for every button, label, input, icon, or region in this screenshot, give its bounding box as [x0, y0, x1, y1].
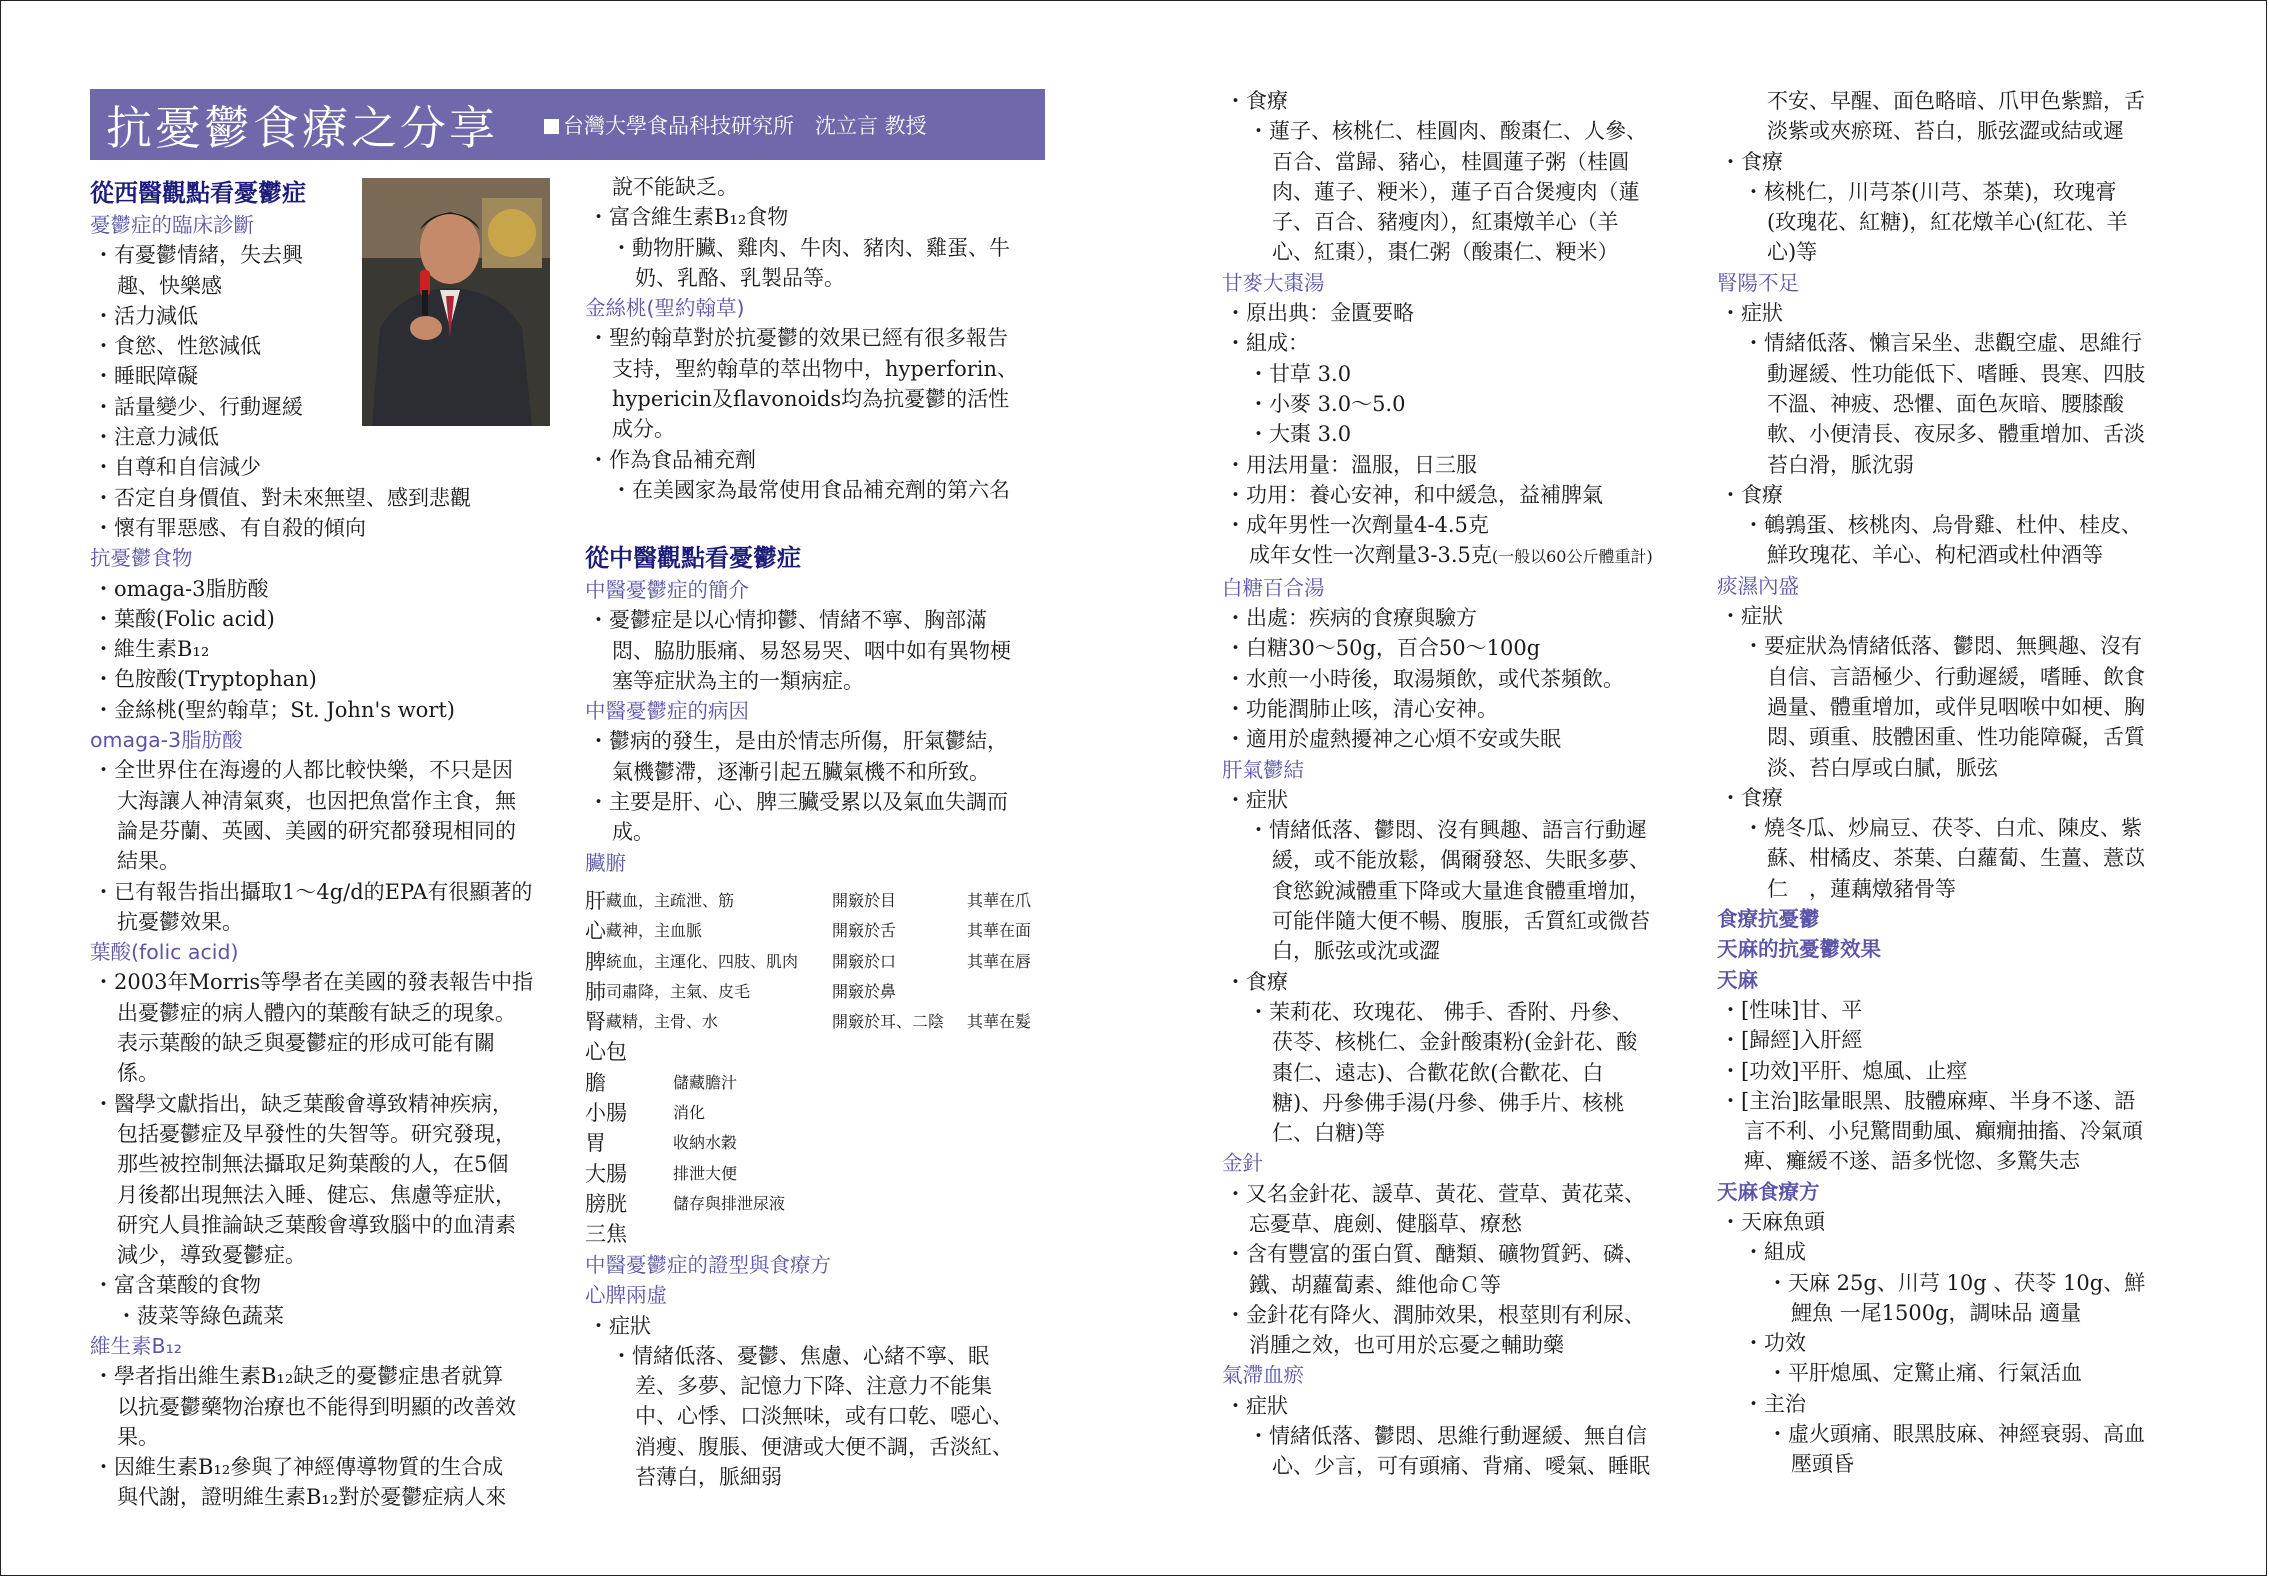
- section-heading: 氣滯血瘀: [1222, 1363, 1304, 1388]
- text-line: 消瘦、腹脹、便溏或大便不調，舌淡紅、: [635, 1434, 1013, 1459]
- text-line: 趣、快樂感: [117, 273, 222, 298]
- text-line: ・食療: [1225, 89, 1288, 113]
- bowel-row: [585, 1068, 1031, 1098]
- text-line: ・情緒低落、懶言呆坐、悲觀空虛、思維行: [1743, 331, 2142, 356]
- section-heading: 從西醫觀點看憂鬱症: [90, 179, 306, 207]
- organ-row: [585, 947, 1031, 977]
- section-heading: 從中醫觀點看憂鬱症: [585, 544, 801, 572]
- text-line: 百合、當歸、豬心，桂圓蓮子粥（桂圓: [1272, 149, 1629, 174]
- text-line: ・又名金針花、諼草、黃花、萱草、黃花菜、: [1225, 1181, 1645, 1206]
- text-line: ・懷有罪惡感、有自殺的傾向: [93, 515, 366, 540]
- text-line: ・動物肝臟、雞肉、牛肉、豬肉、雞蛋、牛: [611, 235, 1010, 260]
- text-line: 鮮玫瑰花、羊心、枸杞酒或杜仲酒等: [1767, 543, 2103, 568]
- text-line: 說不能缺乏。: [612, 175, 738, 199]
- text-line: 中、心悸、口淡無味，或有口乾、噁心、: [635, 1404, 1013, 1429]
- text-line: 減少，導致憂鬱症。: [117, 1243, 306, 1268]
- bowel-function: 收納水穀: [673, 1133, 738, 1153]
- organ-function: [627, 1037, 832, 1067]
- organ-row: [585, 886, 1031, 916]
- text-line: ・成年男性一次劑量4-4.5克: [1225, 513, 1489, 538]
- text-line: ・注意力減低: [93, 425, 219, 450]
- text-line: 消腫之效，也可用於忘憂之輔助藥: [1249, 1333, 1564, 1358]
- text-line: 氣機鬱滯，逐漸引起五臟氣機不和所致。: [612, 759, 990, 784]
- text-line: ・[歸經]入肝經: [1720, 1028, 1863, 1053]
- organ-opening: 開竅於舌: [832, 921, 897, 941]
- text-line: 出憂鬱症的病人體內的葉酸有缺乏的現象。: [117, 1000, 516, 1025]
- text-line: 鐵、胡蘿蔔素、維他命Ｃ等: [1249, 1272, 1501, 1297]
- text-line: ・適用於虛熱擾神之心煩不安或失眠: [1225, 727, 1561, 752]
- text-line: 糖)、丹參佛手湯(丹參、佛手片、核桃: [1272, 1090, 1625, 1115]
- text-line: ・虛火頭痛、眼黑肢麻、神經衰弱、高血: [1767, 1422, 2145, 1447]
- text-line: 蘇、柑橘皮、茶葉、白蘿蔔、生薑、薏苡: [1767, 846, 2145, 871]
- text-line: 果。: [117, 1424, 159, 1449]
- text-line: 與代謝，證明維生素B₁₂對於憂鬱症病人來: [117, 1485, 507, 1510]
- text-line: ・鬱病的發生，是由於情志所傷，肝氣鬱結，: [588, 729, 1008, 754]
- text-line: 論是芬蘭、英國、美國的研究都發現相同的: [117, 818, 516, 843]
- bowel-name: 小腸: [585, 1101, 627, 1126]
- text-line: ・omaga-3脂肪酸: [93, 576, 269, 601]
- text-line: 係。: [117, 1061, 159, 1086]
- text-line: ・否定自身價值、對未來無望、感到悲觀: [93, 485, 471, 510]
- text-line: 仁 ，蓮藕燉豬骨等: [1767, 876, 1956, 901]
- text-line: 軟、小便清長、夜尿多、體重增加、舌淡: [1767, 422, 2145, 447]
- text-line: ・鵪鶉蛋、核桃肉、烏骨雞、杜仲、桂皮、: [1743, 513, 2142, 538]
- text-line: 心、紅棗），棗仁粥（酸棗仁、粳米）: [1272, 240, 1619, 265]
- section-heading: 憂鬱症的臨床診斷: [90, 213, 254, 237]
- organ-name: 心: [585, 919, 606, 944]
- text-line: ・甘草 3.0: [1248, 361, 1352, 386]
- organ-name: 心包: [585, 1040, 627, 1065]
- organ-opening: 開竅於耳、二陰: [832, 1012, 945, 1032]
- section-heading: 臟腑: [585, 850, 626, 875]
- organ-name: 肝: [585, 889, 606, 913]
- text-line: 緩，或不能放鬆，偶爾發怒、失眠多夢、: [1272, 848, 1650, 873]
- text-line: 以抗憂鬱藥物治療也不能得到明顯的改善效: [117, 1394, 516, 1419]
- text-line: ・大棗 3.0: [1248, 422, 1352, 447]
- text-line: 自信、言語極少、行動遲緩，嗜睡、飲食: [1767, 664, 2145, 689]
- text-line: ・功能潤肺止咳，清心安神。: [1225, 696, 1498, 721]
- title-banner: [90, 89, 1045, 160]
- organ-opening: [832, 1037, 967, 1067]
- text-line: ・[主治]眩暈眼黑、肢體麻痺、半身不遂、語: [1720, 1088, 2136, 1113]
- text-line: 支持，聖約翰草的萃出物中，hyperforin、: [612, 356, 1018, 381]
- text-line: ・[功效]平肝、熄風、止痙: [1720, 1058, 1968, 1083]
- text-line: ・金針花有降火、潤肺效果，根莖則有利尿、: [1225, 1302, 1645, 1327]
- text-line: ・組成：: [1225, 331, 1309, 356]
- text-line: 大海讓人神清氣爽，也因把魚當作主食，無: [117, 788, 516, 813]
- section-heading: 白糖百合湯: [1222, 575, 1325, 600]
- section-heading: 中醫憂鬱症的簡介: [585, 578, 749, 602]
- text-line: ・維生素B₁₂: [93, 637, 210, 662]
- text-line: ・話量變少、行動遲緩: [93, 394, 303, 419]
- text-line: 表示葉酸的缺乏與憂鬱症的形成可能有關: [117, 1031, 495, 1056]
- bowel-row: [585, 1098, 1031, 1128]
- text-line: 悶、頭重、肢體困重、性功能障礙，舌質: [1767, 725, 2145, 750]
- bowel-name: 膽: [585, 1070, 606, 1095]
- text-line: ・菠菜等綠色蔬菜: [116, 1303, 284, 1328]
- section-heading: 心脾兩虛: [585, 1283, 667, 1308]
- text-line: 成。: [612, 820, 654, 845]
- text-line: ・已有報告指出攝取1～4g/d的EPA有很顯著的: [93, 879, 533, 904]
- organ-opening: 開竅於鼻: [832, 981, 897, 1001]
- section-heading: 天麻: [1717, 967, 1758, 992]
- bowel-name: 胃: [585, 1131, 606, 1156]
- text-line: 肉、蓮子、粳米），蓮子百合煲瘦肉（蓮: [1272, 179, 1640, 204]
- organ-function: 司肅降，主氣、皮毛: [606, 981, 751, 1001]
- text-line: 壓頭昏: [1791, 1452, 1854, 1477]
- organ-name: 腎: [585, 1010, 606, 1035]
- text-line: 成分。: [612, 417, 675, 442]
- text-line: ・出處：疾病的食療與驗方: [1225, 606, 1477, 631]
- text-line: 忘憂草、鹿劍、健腦草、療愁: [1249, 1211, 1522, 1236]
- text-line: 心)等: [1767, 240, 1818, 265]
- bowel-function: 排泄大便: [673, 1163, 738, 1183]
- text-line: ・憂鬱症是以心情抑鬱、情緒不寧、胸部滿: [588, 608, 987, 633]
- text-line: ・醫學文獻指出，缺乏葉酸會導致精神疾病，: [93, 1091, 513, 1116]
- text-line: 不安、早醒、面色略暗、爪甲色紫黯，舌: [1767, 89, 2145, 113]
- text-line: 塞等症狀為主的一類病症。: [612, 668, 864, 693]
- section-heading: 維生素B₁₂: [90, 1333, 182, 1358]
- text-line: ・富含維生素B₁₂食物: [588, 205, 789, 230]
- text-line: 過量、體重增加，或伴見咽喉中如梗、胸: [1767, 694, 2145, 719]
- organ-manifestation: 其華在唇: [967, 951, 1032, 971]
- section-heading: 痰濕內盛: [1717, 573, 1799, 598]
- text-line: ・全世界住在海邊的人都比較快樂，不只是因: [93, 758, 513, 783]
- text-line: 痺、癱緩不遂、語多恍惚、多驚失志: [1744, 1149, 2080, 1174]
- text-line: ・食療: [1720, 482, 1783, 507]
- text-line: ・情緒低落、鬱悶、沒有興趣、語言行動遲: [1248, 818, 1647, 843]
- text-line: 苔薄白，脈細弱: [635, 1465, 782, 1490]
- text-line: ・聖約翰草對於抗憂鬱的效果已經有很多報告: [588, 326, 1008, 351]
- text-line: 研究人員推論缺乏葉酸會導致腦中的血清素: [117, 1212, 516, 1237]
- text-line: 抗憂鬱效果。: [117, 909, 243, 934]
- text-line: 白，脈弦或沈或澀: [1272, 939, 1440, 964]
- bowel-name: 膀胱: [585, 1191, 627, 1216]
- text-line: hypericin及flavonoids均為抗憂鬱的活性: [612, 387, 1010, 412]
- text-line: 包括憂鬱症及早發性的失智等。研究發現，: [117, 1121, 516, 1146]
- text-line: 仁、白糖)等: [1272, 1121, 1386, 1146]
- text-line: ・色胺酸(Tryptophan): [93, 667, 317, 692]
- organ-opening: 開竅於目: [832, 891, 897, 910]
- text-line: ・富含葉酸的食物: [93, 1273, 261, 1298]
- text-line: ・金絲桃(聖約翰草；St. John's wort): [93, 697, 455, 722]
- author-line: [544, 110, 927, 140]
- bowel-function: 儲藏膽汁: [673, 1072, 738, 1092]
- column-3: [1222, 86, 1653, 1482]
- text-line: ・葉酸(Folic acid): [93, 606, 275, 631]
- bowel-row: [585, 1128, 1031, 1158]
- column-1: [90, 176, 533, 1513]
- text-line: ・症狀: [588, 1313, 651, 1338]
- text-line: 那些被控制無法攝取足夠葉酸的人，在5個: [117, 1152, 509, 1177]
- author-name: 台灣大學食品科技研究所 沈立言 教授: [563, 113, 927, 138]
- text-line: ・作為食品補充劑: [588, 447, 756, 472]
- text-line: ・在美國家為最常使用食品補充劑的第六名: [611, 477, 1010, 502]
- section-heading: 中醫憂鬱症的證型與食療方: [585, 1253, 831, 1277]
- text-line: ・水煎一小時後，取湯頻飲，或代茶頻飲。: [1225, 666, 1624, 691]
- text-line: 奶、乳酪、乳製品等。: [635, 265, 845, 290]
- bowel-name: 三焦: [585, 1222, 627, 1247]
- organ-function: 統血，主運化、四肢、肌肉: [606, 951, 799, 971]
- organ-opening: 開竅於口: [832, 951, 897, 971]
- text-line: 言不利、小兒驚間動風、癲癇抽搐、冷氣頑: [1744, 1119, 2143, 1144]
- text-line: ・要症狀為情緒低落、鬱悶、無興趣、沒有: [1743, 634, 2142, 659]
- text-line: 棗仁、遠志)、合歡花飲(合歡花、白: [1272, 1060, 1604, 1085]
- section-heading: omaga-3脂肪酸: [90, 728, 243, 753]
- text-line: ・含有豐富的蛋白質、醣類、礦物質鈣、磷、: [1225, 1242, 1645, 1267]
- column-2-tcm: [585, 541, 1011, 878]
- text-line: 淡紫或夾瘀斑、苔白，脈弦澀或結或遲: [1767, 119, 2124, 144]
- text-line: ・食療: [1720, 149, 1783, 174]
- column-2-bottom: [585, 1250, 1013, 1492]
- text-line: (玫瑰花、紅糖)，紅花燉羊心(紅花、羊: [1767, 210, 2128, 235]
- text-line: 苔白滑，脈沈弱: [1767, 452, 1914, 477]
- text-line: ・情緒低落、憂鬱、焦慮、心緒不寧、眠: [611, 1343, 989, 1368]
- text-line: 茯苓、核桃仁、金針酸棗粉(金針花、酸: [1272, 1030, 1638, 1055]
- section-heading: 中醫憂鬱症的病因: [585, 699, 749, 724]
- text-line: 食慾銳減體重下降或大量進食體重增加，: [1272, 878, 1650, 903]
- text-line: 淡、苔白厚或白膩，脈弦: [1767, 755, 1998, 780]
- organ-name: 脾: [585, 949, 606, 974]
- organ-function: 藏神，主血脈: [606, 921, 703, 941]
- text-line: 悶、脇肋脹痛、易怒易哭、咽中如有異物梗: [612, 638, 1011, 663]
- text-line: 成年女性一次劑量3-3.5克(一般以60公斤體重計): [1249, 543, 1653, 568]
- bowel-name: 大腸: [585, 1161, 627, 1186]
- section-heading: 抗憂鬱食物: [90, 546, 193, 571]
- section-heading: 天麻的抗憂鬱效果: [1717, 937, 1881, 962]
- text-line: ・功效: [1743, 1331, 1806, 1356]
- text-line: ・食療: [1720, 785, 1783, 810]
- page-title: 抗憂鬱食療之分享: [106, 100, 498, 155]
- text-line: ・組成: [1743, 1240, 1806, 1265]
- organ-row: [585, 1007, 1031, 1037]
- text-line: ・天麻魚頭: [1720, 1209, 1825, 1234]
- column-4: [1717, 86, 2145, 1480]
- text-line: ・茉莉花、玫瑰花、 佛手、香附、丹參、: [1248, 999, 1633, 1024]
- column-2-top: [585, 172, 1018, 505]
- bowel-function: 儲存與排泄尿液: [673, 1193, 786, 1213]
- text-line: ・小麥 3.0～5.0: [1248, 391, 1406, 416]
- text-line: 不溫、神疲、恐懼、面色灰暗、腰膝酸: [1767, 391, 2124, 416]
- section-heading: 天麻食療方: [1717, 1179, 1820, 1204]
- text-line: ・情緒低落、鬱悶、思維行動遲緩、無自信: [1248, 1424, 1647, 1449]
- text-line: 可能伴隨大便不暢、腹脹，舌質紅或微苔: [1272, 909, 1650, 934]
- organ-function: 藏精，主骨、水: [606, 1012, 719, 1032]
- text-line: ・症狀: [1225, 1393, 1288, 1418]
- text-line: ・症狀: [1225, 787, 1288, 812]
- text-line: ・因維生素B₁₂參與了神經傳導物質的生合成: [93, 1455, 504, 1480]
- text-line: 子、百合、豬瘦肉），紅棗燉羊心（羊: [1272, 210, 1619, 235]
- organ-manifestation: 其華在面: [967, 921, 1032, 941]
- bowel-row: [585, 1189, 1031, 1219]
- text-line: ・症狀: [1720, 301, 1783, 326]
- organ-name: 肺: [585, 979, 606, 1004]
- text-line: ・2003年Morris等學者在美國的發表報告中指: [93, 970, 534, 995]
- text-line: ・白糖30～50g，百合50～100g: [1225, 636, 1541, 661]
- text-line: ・核桃仁，川芎茶(川芎、茶葉)，玫瑰膏: [1743, 179, 2117, 204]
- text-line: 心、少言，可有頭痛、背痛、噯氣、睡眠: [1272, 1454, 1650, 1479]
- organ-manifestation: 其華在髮: [967, 1012, 1032, 1032]
- section-heading: 金針: [1222, 1151, 1263, 1176]
- text-line: ・食慾、性慾減低: [93, 334, 261, 359]
- square-bullet-icon: [544, 119, 559, 134]
- organ-manifestation: 其華在爪: [967, 891, 1032, 910]
- text-line: ・天麻 25g、川芎 10g 、茯苓 10g、鮮: [1767, 1270, 2146, 1295]
- text-line: ・有憂鬱情緒，失去興: [93, 243, 303, 268]
- section-heading: 肝氣鬱結: [1222, 757, 1304, 782]
- text-line: ・自尊和自信減少: [93, 455, 261, 480]
- section-heading: 腎陽不足: [1717, 270, 1799, 295]
- bowel-row: [585, 1159, 1031, 1189]
- bowel-function: 消化: [673, 1103, 706, 1123]
- text-line: 動遲緩、性功能低下、嗜睡、畏寒、四肢: [1767, 361, 2145, 386]
- text-line: ・用法用量：溫服，日三服: [1225, 452, 1477, 477]
- section-heading: 食療抗憂鬱: [1717, 907, 1820, 932]
- text-line: ・睡眠障礙: [93, 364, 198, 389]
- text-line: ・[性味]甘、平: [1720, 997, 1863, 1022]
- organ-row: [585, 1037, 1031, 1067]
- text-line: ・平肝熄風、定驚止痛、行氣活血: [1767, 1361, 2082, 1386]
- text-line: 鯉魚 一尾1500g，調味品 適量: [1791, 1300, 2082, 1325]
- bowel-row: [585, 1219, 1031, 1249]
- text-line: 結果。: [117, 849, 180, 874]
- section-heading: 金絲桃(聖約翰草): [585, 296, 745, 321]
- organ-function: 藏血，主疏泄、筋: [606, 891, 735, 910]
- text-line: ・功用：養心安神，和中緩急，益補脾氣: [1225, 482, 1603, 507]
- text-line: ・主要是肝、心、脾三臟受累以及氣血失調而: [588, 790, 1008, 815]
- organ-table: [585, 886, 1031, 1250]
- organ-row: [585, 916, 1031, 946]
- text-line: ・燒冬瓜、炒扁豆、茯苓、白朮、陳皮、紫: [1743, 816, 2142, 841]
- organ-row: [585, 977, 1031, 1007]
- text-line: ・蓮子、核桃仁、桂圓肉、酸棗仁、人參、: [1248, 119, 1647, 144]
- text-line: 月後都出現無法入睡、健忘、焦慮等症狀，: [117, 1182, 516, 1207]
- section-heading: 葉酸(folic acid): [90, 940, 239, 965]
- text-line: ・學者指出維生素B₁₂缺乏的憂鬱症患者就算: [93, 1364, 504, 1389]
- section-heading: 甘麥大棗湯: [1222, 270, 1325, 295]
- text-line: ・食療: [1225, 969, 1288, 994]
- text-line: ・原出典：金匱要略: [1225, 301, 1414, 326]
- text-line: ・主治: [1743, 1391, 1806, 1416]
- text-line: ・症狀: [1720, 604, 1783, 629]
- text-line: 差、多夢、記憶力下降、注意力不能集: [635, 1374, 992, 1399]
- text-line: ・活力減低: [93, 303, 198, 328]
